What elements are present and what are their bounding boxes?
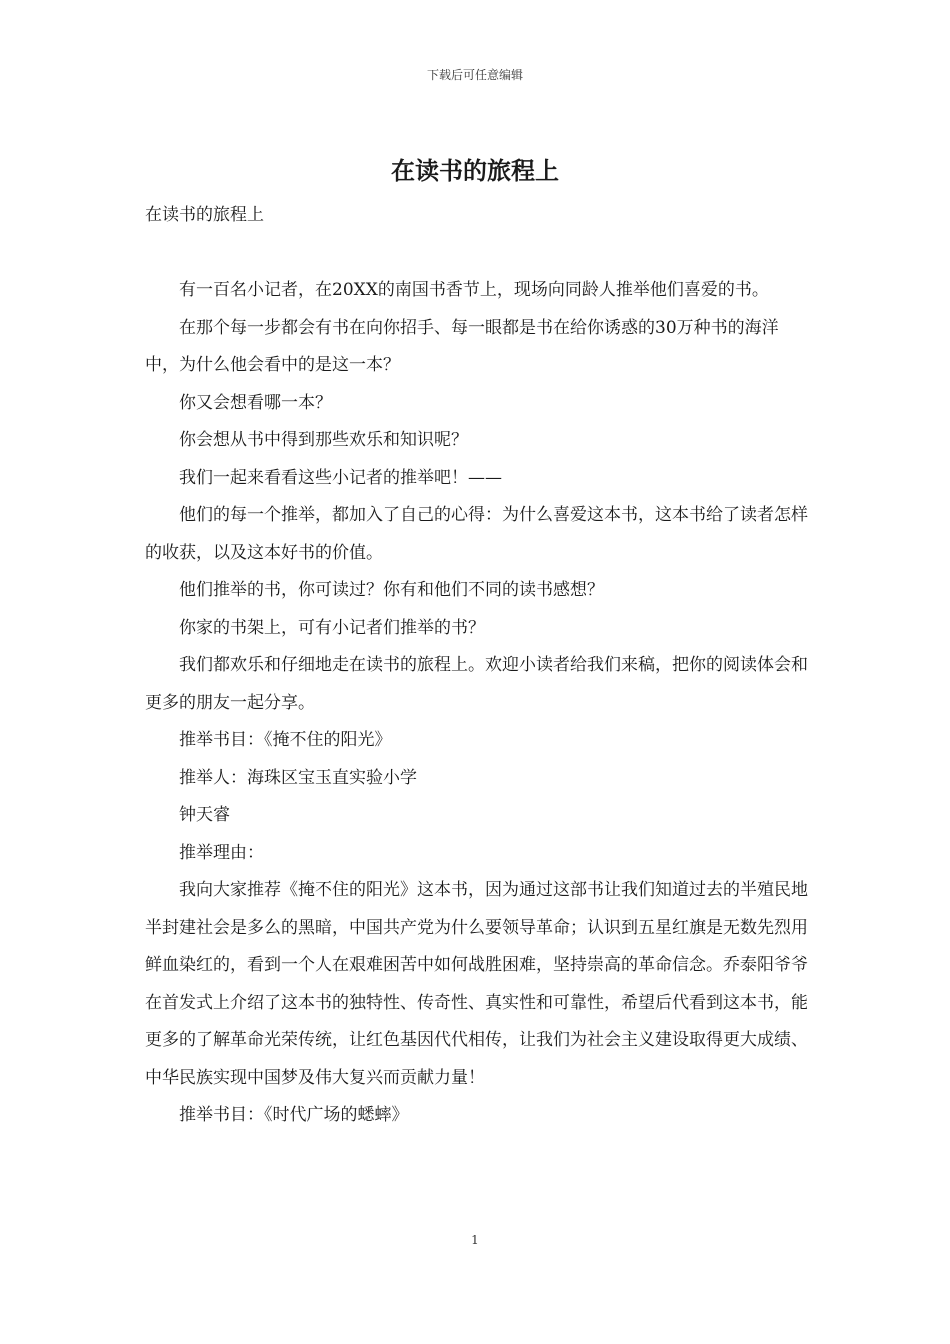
- recommender-name: 钟天睿: [179, 805, 230, 825]
- blank-line: [145, 235, 810, 273]
- reason-heading: 推举理由：: [179, 842, 264, 863]
- subtitle: 在读书的旅程上: [145, 205, 264, 225]
- paragraph: 有一百名小记者，在20XX的南国书香节上，现场向同龄人推举他们喜爱的书。: [179, 280, 769, 300]
- header-note: 下载后可任意编辑: [426, 68, 523, 82]
- paragraph: 在那个每一步都会有书在向你招手、每一眼都是书在给你诱惑的30万种书的海洋中，为什么他会看中的是这一本？: [145, 317, 779, 375]
- paragraph: 你又会想看哪一本？: [179, 392, 332, 413]
- paragraph: 我向大家推荐《掩不住的阳光》这本书，因为通过这部书让我们知道过去的半殖民地半封建社会是多么的黑暗，中国共产党为什么要领导革命；认识到五星红旗是无数先烈用鲜血染红的，看到一个人在艰难困苦中如何战胜困难，坚持崇高的革命信念。乔泰阳爷爷在首发式上介绍了这本书的独特性、传奇性、真实性和可靠性，希望后代看到这本书，能更多的了解革命光荣传统，让红色基因代代相传，让我们为社会主义建设取得更大成绩、中华民族实现中国梦及伟大复兴而贡献力量！: [145, 880, 808, 1088]
- paragraph: 他们的每一个推举，都加入了自己的心得：为什么喜爱这本书，这本书给了读者怎样的收获，以及这本好书的价值。: [145, 505, 808, 563]
- page-number: 1: [471, 1233, 479, 1247]
- document-body: [145, 197, 810, 1135]
- paragraph: 我们一起来看看这些小记者的推举吧！——: [179, 467, 502, 488]
- paragraph: 你会想从书中得到那些欢乐和知识呢？: [179, 430, 468, 450]
- paragraph: 我们都欢乐和仔细地走在读书的旅程上。欢迎小读者给我们来稿，把你的阅读体会和更多的朋友一起分享。: [145, 655, 808, 713]
- paragraph: 他们推举的书，你可读过？你有和他们不同的读书感想？: [179, 580, 604, 600]
- book-title-line: 推举书目：《掩不住的阳光》: [179, 730, 392, 750]
- paragraph: 你家的书架上，可有小记者们推举的书？: [179, 617, 485, 638]
- book-title-line: 推举书目：《时代广场的蟋蟀》: [179, 1105, 409, 1125]
- document-title: 在读书的旅程上: [391, 156, 559, 185]
- recommender-line: 推举人：海珠区宝玉直实验小学: [179, 767, 417, 788]
